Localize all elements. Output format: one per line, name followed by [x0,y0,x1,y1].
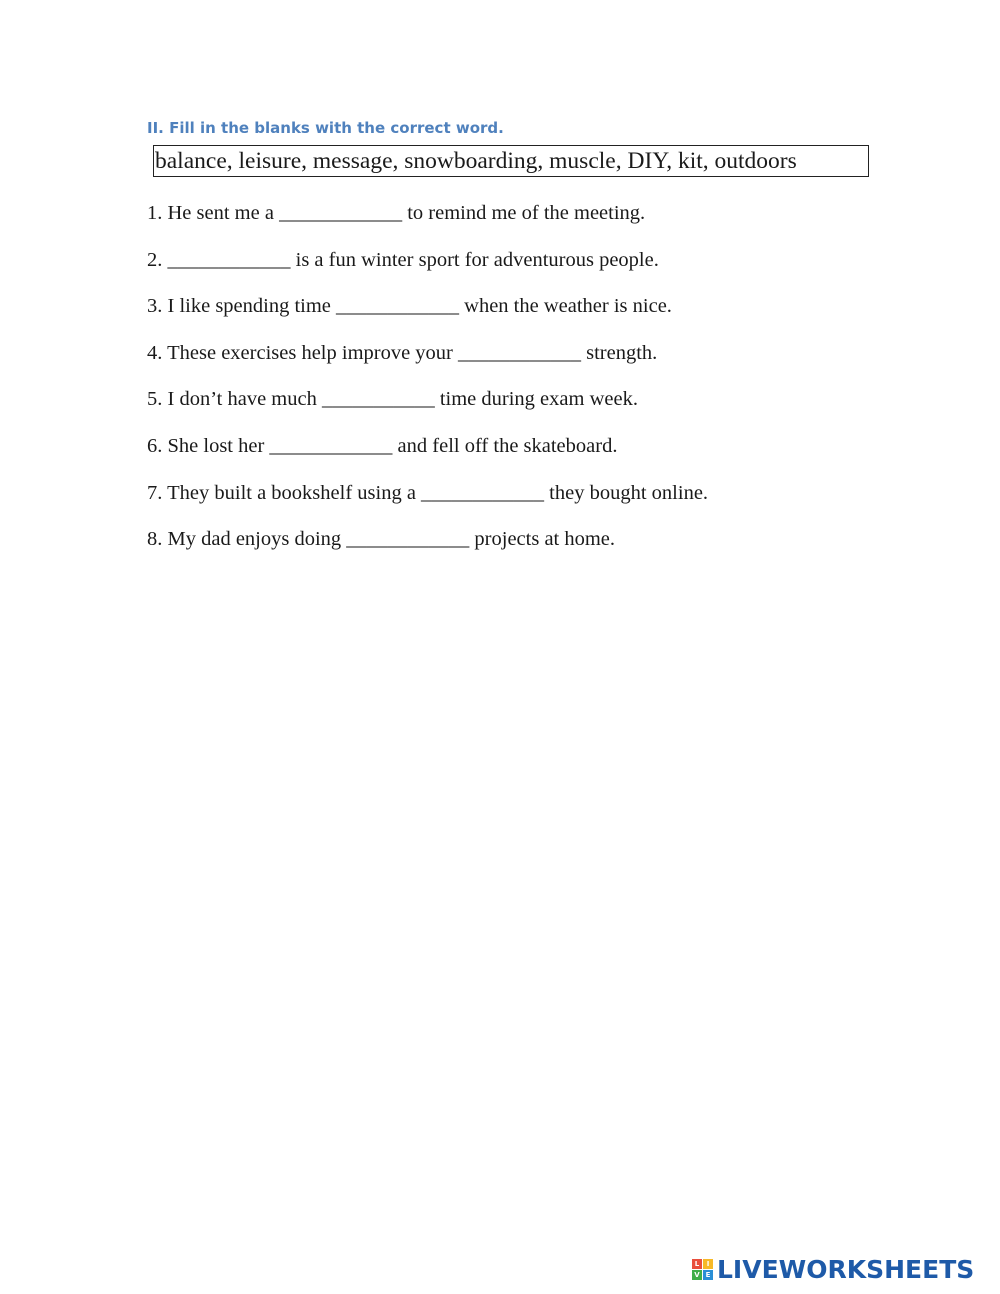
question-7: 7. They built a bookshelf using a ____________ they bought online. [147,481,709,504]
question-1: 1. He sent me a ____________ to remind me of the meeting. [147,202,646,224]
logo-text: LIVEWORKSHEETS [717,1254,975,1284]
logo-block-v: V [692,1270,702,1280]
question-6: 6. She lost her ____________ and fell off the skateboard. [147,434,618,457]
word-bank: balance, leisure, message, snowboarding, muscle, DIY, kit, outdoors [153,145,869,177]
question-list [147,198,708,571]
logo-block-i: I [703,1259,713,1269]
question-5: 5. I don’t have much ___________ time during exam week. [147,388,638,411]
question-3: 3. I like spending time ____________ when the weather is nice. [147,295,672,318]
logo-block-e: E [703,1270,713,1280]
logo-block-l: L [692,1259,702,1269]
question-2: 2. ____________ is a fun winter sport for adventurous people. [147,248,659,271]
logo-blocks-icon [692,1259,713,1280]
exercise-heading: II. Fill in the blanks with the correct word. [147,119,504,137]
question-8: 8. My dad enjoys doing ____________ projects at home. [147,528,616,551]
question-4: 4. These exercises help improve your ____________ strength. [147,341,658,364]
liveworksheets-logo [692,1251,974,1287]
